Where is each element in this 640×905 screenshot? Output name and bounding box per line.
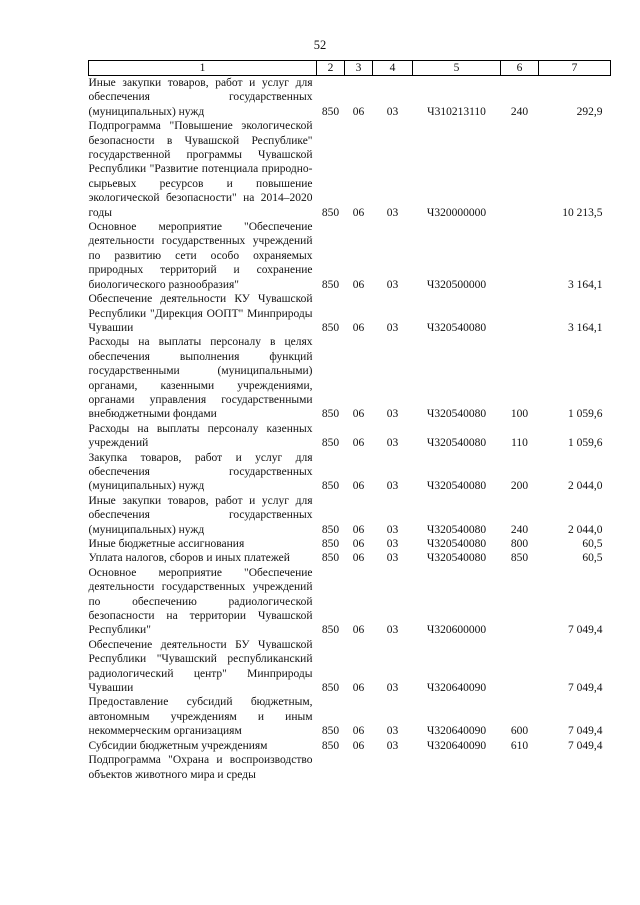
row-vr (501, 566, 539, 638)
row-rz: 06 (352, 105, 365, 118)
row-pr: 03 (386, 624, 399, 637)
header-cell: 5 (413, 61, 501, 76)
row-sum: 7 049,4 (568, 739, 603, 752)
row-sum: 2 044,0 (568, 523, 603, 536)
row-csr: Ч320640090 (426, 739, 487, 752)
row-pr: 03 (386, 408, 399, 421)
row-vr: 100 (510, 408, 529, 421)
header-cell: 2 (317, 61, 345, 76)
row-gr: 850 (321, 739, 340, 752)
row-gr: 850 (321, 552, 340, 565)
row-name: Уплата налогов, сборов и иных платежей (88, 552, 290, 565)
row-csr: Ч320540080 (426, 552, 487, 565)
table-row (89, 753, 611, 782)
row-name: Предоставление субсидий бюджетным, автономным учреждениям и иным некоммерческим организациям (88, 696, 313, 738)
table-row (89, 76, 611, 120)
row-gr: 850 (321, 437, 340, 450)
row-csr: Ч320540080 (426, 437, 487, 450)
row-sum (539, 753, 611, 782)
row-rz: 06 (352, 321, 365, 334)
row-csr: Ч320640090 (426, 682, 487, 695)
row-gr: 850 (321, 538, 340, 550)
table-row (89, 220, 611, 292)
row-csr: Ч320540080 (426, 321, 487, 334)
table-row (89, 451, 611, 494)
table-row (89, 422, 611, 451)
row-name: Иные закупки товаров, работ и услуг для обеспечения государственных (муниципальных) нужд (88, 77, 313, 118)
row-name: Расходы на выплаты персоналу в целях обеспечения выполнения функций государственными (муниципальными) органами, казенными учреждениями, органами управления государственными внебюджетными фондами (88, 336, 313, 421)
row-name: Расходы на выплаты персоналу казенных учреждений (88, 422, 313, 450)
row-csr: Ч320640090 (426, 725, 487, 738)
header-cell: 4 (373, 61, 413, 76)
row-csr: Ч320540080 (426, 538, 487, 550)
row-name: Подпрограмма "Охрана и воспроизводство объектов животного мира и среды (88, 754, 313, 781)
row-rz: 06 (352, 437, 365, 450)
row-pr: 03 (386, 437, 399, 450)
row-name: Обеспечение деятельности БУ Чувашской Республики "Чувашский республиканский радиологический центр" Минприроды Чувашии (88, 638, 313, 695)
row-sum: 7 049,4 (568, 624, 603, 637)
row-pr: 03 (386, 523, 399, 536)
row-pr: 03 (386, 206, 399, 219)
row-csr: Ч320600000 (426, 624, 487, 637)
header-row (89, 61, 611, 76)
row-sum: 3 164,1 (568, 321, 603, 334)
row-name: Закупка товаров, работ и услуг для обеспечения государственных (муниципальных) нужд (88, 451, 313, 493)
table-row (89, 739, 611, 753)
row-sum: 60,5 (582, 538, 603, 550)
header-cell: 1 (89, 61, 317, 76)
row-pr: 03 (386, 552, 399, 565)
table-body (89, 76, 611, 782)
row-vr: 610 (510, 739, 529, 752)
row-vr: 200 (510, 480, 529, 493)
table-row (89, 119, 611, 220)
row-rz: 06 (352, 480, 365, 493)
row-rz: 06 (352, 278, 365, 291)
row-pr: 03 (386, 538, 399, 550)
row-gr: 850 (321, 523, 340, 536)
row-pr: 03 (386, 480, 399, 493)
row-gr: 850 (321, 321, 340, 334)
row-csr: Ч310213110 (427, 105, 486, 118)
table-row (89, 335, 611, 421)
header-cell: 6 (501, 61, 539, 76)
row-rz: 06 (352, 552, 365, 565)
row-name: Субсидии бюджетным учреждениям (88, 739, 268, 752)
row-vr: 600 (510, 725, 529, 738)
row-pr: 03 (386, 682, 399, 695)
row-vr (501, 292, 539, 335)
row-csr: Ч320540080 (426, 523, 487, 536)
table-row (89, 638, 611, 696)
row-name: Основное мероприятие "Обеспечение деятельности государственных учреждений по обеспечению радиологической безопасности на территории Чувашской Республики" (88, 566, 313, 637)
row-vr (501, 119, 539, 220)
row-rz: 06 (352, 523, 365, 536)
row-csr: Ч320540080 (426, 480, 487, 493)
row-sum: 1 059,6 (568, 408, 603, 421)
row-gr (317, 753, 345, 782)
row-pr: 03 (386, 105, 399, 118)
row-gr: 850 (321, 408, 340, 421)
table-row (89, 695, 611, 738)
row-name: Иные бюджетные ассигнования (88, 538, 245, 550)
row-rz: 06 (352, 408, 365, 421)
row-vr (501, 638, 539, 696)
row-pr: 03 (386, 739, 399, 752)
row-rz: 06 (352, 739, 365, 752)
row-name: Иные закупки товаров, работ и услуг для обеспечения государственных (муниципальных) нужд (88, 494, 313, 536)
table-row (89, 551, 611, 565)
row-vr: 850 (510, 552, 529, 565)
row-rz: 06 (352, 624, 365, 637)
row-csr: Ч320000000 (426, 206, 487, 219)
row-vr: 110 (511, 437, 528, 450)
table-row (89, 292, 611, 335)
row-vr: 240 (510, 523, 529, 536)
row-pr: 03 (386, 725, 399, 738)
row-csr: Ч320540080 (426, 408, 487, 421)
row-rz: 06 (352, 725, 365, 738)
row-pr: 03 (386, 278, 399, 291)
row-pr: 03 (386, 321, 399, 334)
table-row (89, 494, 611, 537)
row-gr: 850 (321, 624, 340, 637)
row-gr: 850 (321, 105, 340, 118)
row-sum: 10 213,5 (562, 206, 603, 219)
row-rz: 06 (352, 682, 365, 695)
row-sum: 292,9 (576, 105, 603, 118)
row-gr: 850 (321, 206, 340, 219)
row-gr: 850 (321, 682, 340, 695)
row-pr (373, 753, 413, 782)
header-cell: 3 (345, 61, 373, 76)
row-vr (501, 220, 539, 292)
row-name: Основное мероприятие "Обеспечение деятельности государственных учреждений по развитию сети особо охраняемых природных территорий и сохранение биологического разнообразия" (88, 221, 313, 291)
row-sum: 1 059,6 (568, 437, 603, 450)
row-gr: 850 (321, 725, 340, 738)
row-name: Обеспечение деятельности КУ Чувашской Республики "Дирекция ООПТ" Минприроды Чувашии (88, 293, 313, 334)
row-sum: 7 049,4 (568, 725, 603, 738)
row-rz (345, 753, 373, 782)
row-sum: 60,5 (582, 552, 603, 565)
row-csr: Ч320500000 (426, 278, 487, 291)
row-vr: 240 (510, 105, 529, 118)
header-cell: 7 (539, 61, 611, 76)
row-sum: 3 164,1 (568, 278, 603, 291)
table-row (89, 537, 611, 551)
row-rz: 06 (352, 206, 365, 219)
budget-table (88, 60, 611, 782)
row-gr: 850 (321, 278, 340, 291)
row-name: Подпрограмма "Повышение экологической безопасности в Чувашской Республике" государственной программы Чувашской Республики "Развитие потенциала природно-сырьевых ресурсов и повышение экологической безопасности" на 2014–2020 годы (88, 120, 313, 219)
page-number: 52 (313, 38, 327, 52)
row-vr (501, 753, 539, 782)
row-gr: 850 (321, 480, 340, 493)
table-row (89, 566, 611, 638)
row-vr: 800 (510, 538, 529, 550)
row-csr (413, 753, 501, 782)
row-rz: 06 (352, 538, 365, 550)
row-sum: 2 044,0 (568, 480, 603, 493)
row-sum: 7 049,4 (568, 682, 603, 695)
